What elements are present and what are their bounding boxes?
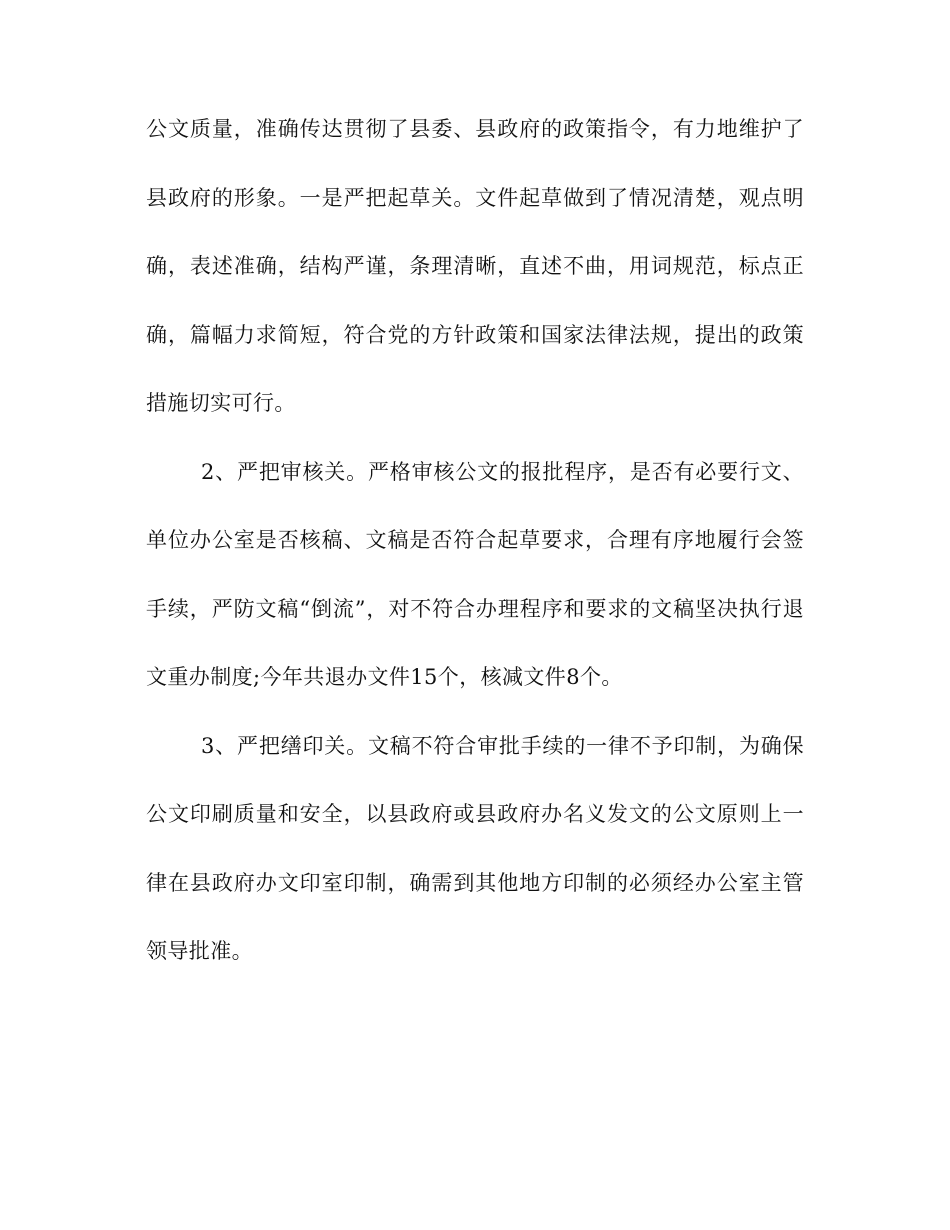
paragraph-1: 公文质量，准确传达贯彻了县委、县政府的政策指令，有力地维护了县政府的形象。一是严把起草关。文件起草做到了情况清楚，观点明确，表述准确，结构严谨，条理清晰，直述不曲，用词规范，标点正确，篇幅力求简短，符合党的方针政策和国家法律法规，提出的政策措施切实可行。	[146, 117, 804, 415]
paragraph-3: 3、严把缮印关。文稿不符合审批手续的一律不予印制，为确保公文印刷质量和安全，以县政府或县政府办名义发文的公文原则上一律在县政府办文印室印制，确需到其他地方印制的必须经办公室主管领导批准。	[146, 733, 804, 963]
document-body	[146, 95, 804, 986]
paragraph-2: 2、严把审核关。严格审核公文的报批程序，是否有必要行文、单位办公室是否核稿、文稿是否符合起草要求，合理有序地履行会签手续，严防文稿“倒流”，对不符合办理程序和要求的文稿坚决执行退文重办制度;今年共退办文件15个，核减文件8个。	[146, 459, 804, 689]
